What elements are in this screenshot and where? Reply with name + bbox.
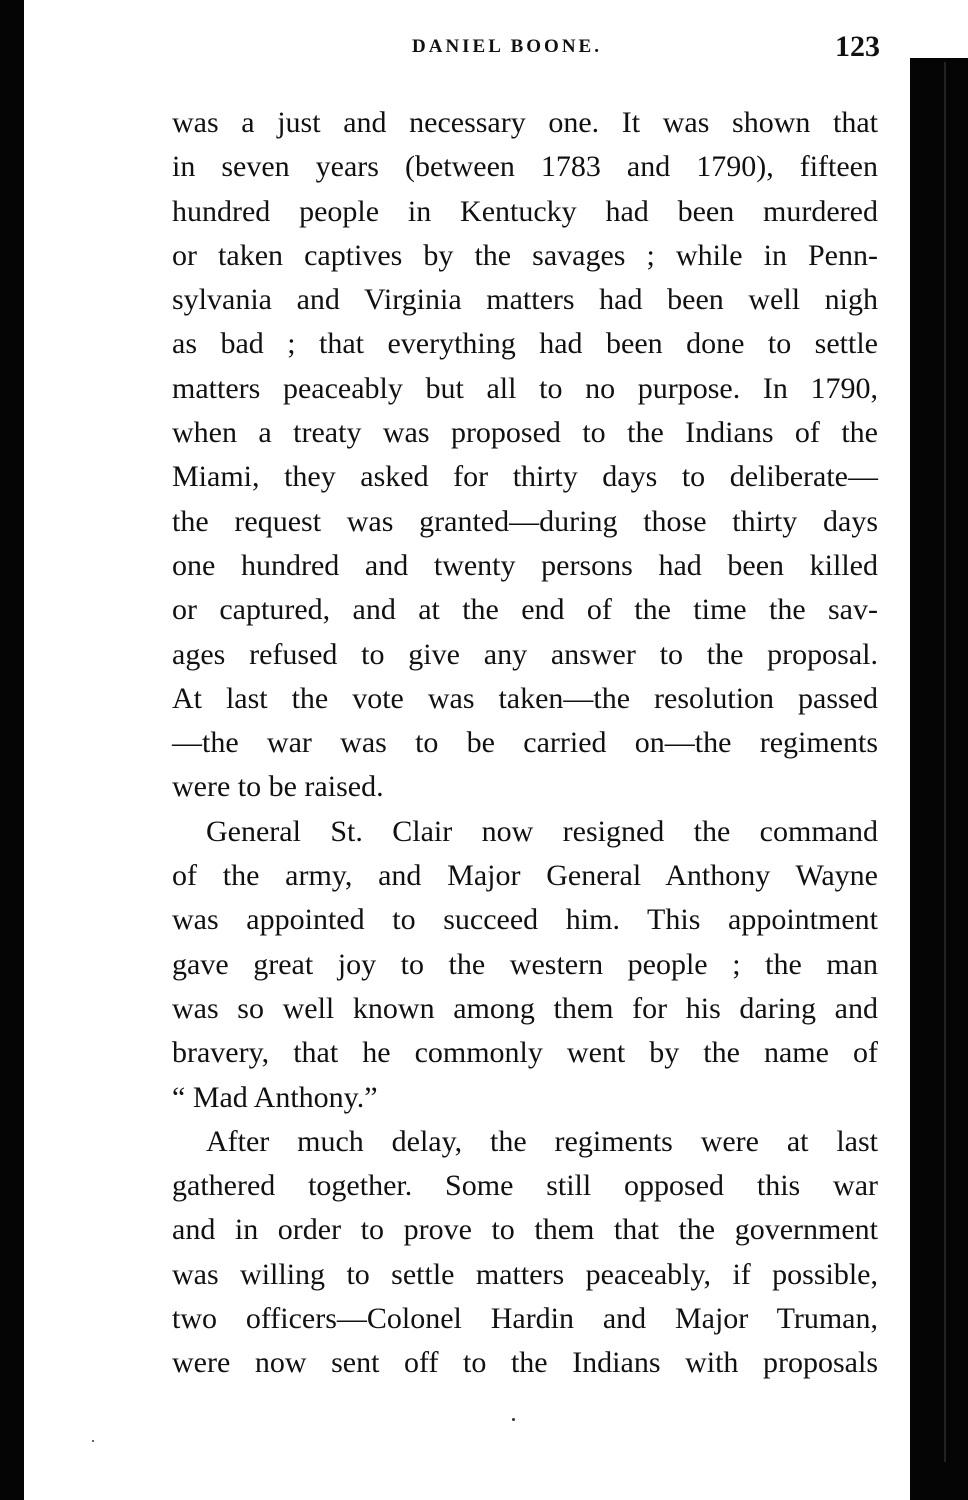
paragraph-1 — [172, 101, 878, 810]
text-line: At last the vote was taken—the resolution passed — [172, 681, 878, 715]
text-line: and in order to prove to them that the government — [172, 1213, 878, 1247]
text-line: as bad ; that everything had been done to settle — [172, 327, 878, 361]
text-line: matters peaceably but all to no purpose. In 1790, — [172, 371, 878, 405]
scan-edge-right-line — [944, 62, 946, 1462]
text-line: was willing to settle matters peaceably, if possible, — [172, 1257, 878, 1291]
text-line: in seven years (between 1783 and 1790), fifteen — [172, 150, 878, 184]
text-line: —the war was to be carried on—the regiments — [172, 726, 878, 760]
text-line: bravery, that he commonly went by the name of — [172, 1036, 878, 1070]
scan-speck — [92, 1440, 94, 1442]
text-line: of the army, and Major General Anthony Wayne — [172, 859, 878, 893]
text-line: two officers—Colonel Hardin and Major Truman, — [172, 1302, 878, 1336]
text-line: was appointed to succeed him. This appointment — [172, 903, 878, 937]
text-line: the request was granted—during those thirty days — [172, 504, 878, 538]
text-line: ages refused to give any answer to the proposal. — [172, 637, 878, 671]
text-line: one hundred and twenty persons had been killed — [172, 548, 878, 582]
page-header — [172, 30, 880, 70]
text-line: or taken captives by the savages ; while in Penn- — [172, 238, 878, 272]
page-number: 123 — [835, 30, 880, 63]
text-line: Miami, they asked for thirty days to deliberate— — [172, 460, 878, 494]
text-line: were now sent off to the Indians with proposals — [172, 1346, 878, 1380]
scan-speck — [512, 1418, 515, 1421]
body-text — [172, 101, 878, 1386]
paragraph-2 — [172, 810, 878, 1120]
text-line: when a treaty was proposed to the Indians of the — [172, 416, 878, 450]
text-line: General St. Clair now resigned the command — [206, 814, 878, 848]
text-line: or captured, and at the end of the time the sav- — [172, 593, 878, 627]
text-line: “ Mad Anthony.” — [172, 1080, 378, 1114]
running-head: DANIEL BOONE. — [412, 36, 602, 57]
text-line: was so well known among them for his daring and — [172, 991, 878, 1025]
text-line: After much delay, the regiments were at last — [206, 1124, 878, 1158]
text-line: gathered together. Some still opposed this war — [172, 1169, 878, 1203]
text-line: was a just and necessary one. It was shown that — [172, 106, 878, 139]
paragraph-3 — [172, 1120, 878, 1386]
scan-edge-right — [910, 58, 968, 1500]
text-line: hundred people in Kentucky had been murdered — [172, 194, 878, 228]
text-line: sylvania and Virginia matters had been well nigh — [172, 283, 878, 317]
text-line: gave great joy to the western people ; the man — [172, 947, 878, 981]
text-line: were to be raised. — [172, 770, 384, 804]
scan-edge-left — [0, 0, 24, 1500]
